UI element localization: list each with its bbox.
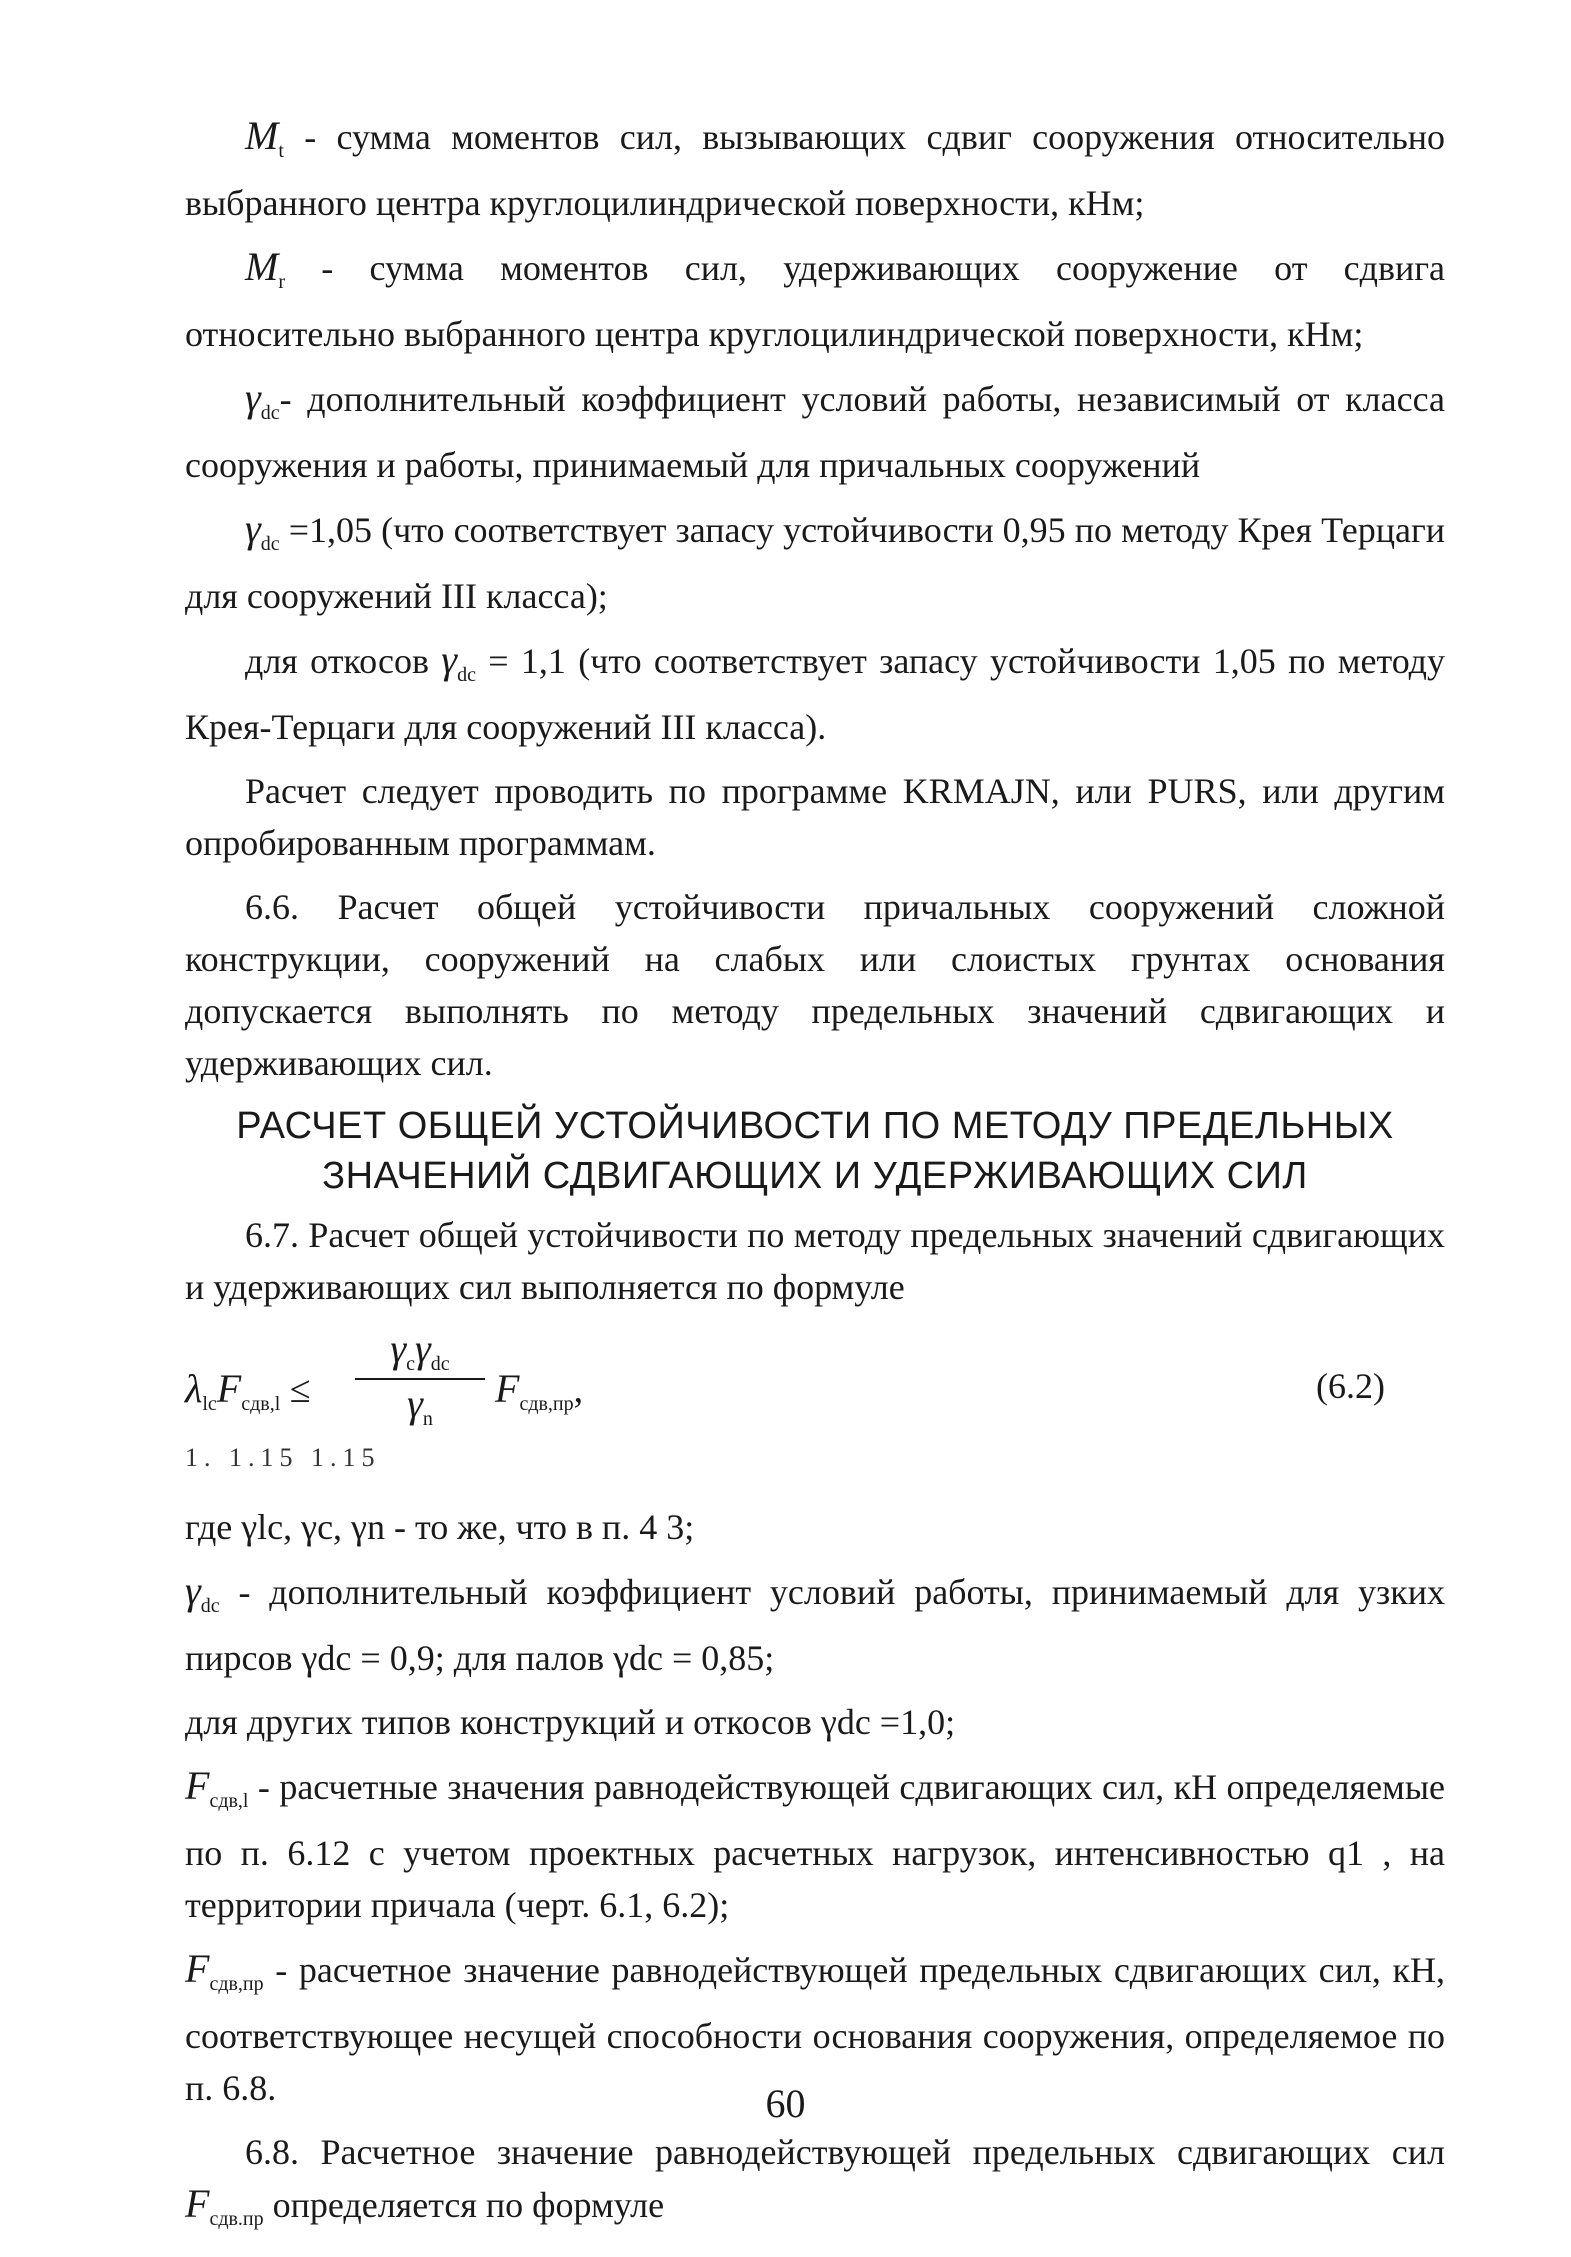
paragraph-slopes [185, 634, 1445, 753]
formula-lambda-subscript: lc [202, 1393, 217, 1415]
paragraph-gamma-dc-definition [185, 372, 1445, 491]
paragraph-gamma-dc-extra [185, 1565, 1445, 1684]
formula-f-shear-subscript: сдв,l [241, 1393, 281, 1415]
formula-lambda: λ [185, 1366, 203, 1411]
symbol-gamma-dc-subscript: dc [260, 402, 280, 424]
paragraph-6-8 [185, 2126, 1445, 2245]
formula-gamma-dc-subscript: dc [430, 1353, 450, 1375]
paragraph-gamma-dc-value [185, 503, 1445, 622]
symbol-mt-subscript: t [278, 140, 284, 162]
paragraph-f-limit-text: - расчетное значение равнодействующей предельных сдвигающих сил, кН, соответствующее несущей способности основания сооружения, определяемое по п. 6.8. [185, 1950, 1445, 2108]
symbol-f-limit-2: F [185, 2181, 210, 2226]
symbol-f-shear: F [185, 1763, 210, 1808]
symbol-mr: M [245, 244, 279, 289]
formula-number: (6.2) [1316, 1366, 1385, 1406]
paragraph-6-8-text: определяется по формуле [263, 2185, 665, 2225]
paragraph-f-shear-definition [185, 1760, 1445, 1931]
formula-numerator [355, 1325, 485, 1380]
paragraph-where: где γlc, γc, γn - то же, что в п. 4 3; [185, 1507, 695, 1547]
paragraph-f-shear-text: - расчетные значения равнодействующей сдвигающих сил, кН определяемые по п. 6.12 с учетом проектных расчетных нагрузок, интенсивностью q1 , на территории причала (черт. 6.1, 6.2); [185, 1767, 1445, 1925]
formula-6-2 [185, 1325, 1445, 1495]
section-heading-line1: РАСЧЕТ ОБЩЕЙ УСТОЙЧИВОСТИ ПО МЕТОДУ ПРЕДЕЛЬНЫХ [236, 1105, 1394, 1147]
paragraph-6-7: 6.7. Расчет общей устойчивости по методу предельных значений сдвигающих и удерживающих сил выполняется по формуле [185, 1215, 1445, 1307]
symbol-gamma-dc-4-subscript: dc [200, 1595, 220, 1617]
symbol-mt: M [245, 113, 279, 158]
paragraph-gamma-dc-text: - дополнительный коэффициент условий работы, независимый от класса сооружения и работы, принимаемый для причальных сооружений [185, 379, 1445, 485]
symbol-gamma-dc-3: γ [441, 637, 458, 682]
symbol-f-limit-subscript: сдв,пр [209, 1973, 264, 1995]
symbol-f-shear-subscript: сдв,l [209, 1790, 249, 1812]
paragraph-mr-definition [185, 241, 1445, 360]
formula-comma: , [573, 1369, 584, 1411]
paragraph-other-types: для других типов конструкций и откосов γdc =1,0; [185, 1702, 956, 1742]
symbol-gamma-dc-4: γ [185, 1568, 201, 1613]
paragraph-mt-definition [185, 110, 1445, 229]
paragraph-gamma-dc-value-text: =1,05 (что соответствует запасу устойчивости 0,95 по методу Крея Терцаги для сооружений III класса); [185, 510, 1445, 616]
symbol-gamma-dc: γ [245, 375, 261, 420]
formula-gamma-c: γ [390, 1326, 407, 1371]
paragraph-mt-text: - сумма моментов сил, вызывающих сдвиг сооружения относительно выбранного центра круглоцилиндрической поверхности, кНм; [185, 117, 1445, 223]
section-heading [185, 1101, 1445, 1201]
formula-f-shear: F [216, 1366, 242, 1411]
formula-fraction [355, 1325, 485, 1431]
symbol-gamma-dc-2: γ [245, 506, 261, 551]
handwritten-annotation: 1. 1.15 1.15 [185, 1443, 381, 1472]
paragraph-6-6: 6.6. Расчет общей устойчивости причальных сооружений сложной конструкции, сооружений на слабых или слоистых грунтах основания допускается выполнять по методу предельных значений сдвигающих и удерживающих сил. [185, 887, 1445, 1083]
paragraph-slopes-pre: для откосов [245, 641, 442, 681]
formula-f-limit: F [495, 1366, 520, 1411]
formula-operator: ≤ [289, 1369, 311, 1411]
symbol-f-limit-2-subscript: сдв.пр [209, 2208, 264, 2230]
paragraph-mr-text: - сумма моментов сил, удерживающих сооружение от сдвига относительно выбранного центра круглоцилиндрической поверхности, кНм; [185, 248, 1445, 354]
formula-f-limit-subscript: сдв,пр [519, 1393, 574, 1415]
formula-denominator [355, 1380, 485, 1431]
page-body [185, 110, 1445, 2257]
paragraph-programs: Расчет следует проводить по программе KRMAJN, или PURS, или другим опробированным программам. [185, 771, 1445, 863]
formula-gamma-c-subscript: c [406, 1353, 415, 1375]
page-number: 60 [765, 2081, 806, 2126]
formula-rhs [495, 1365, 583, 1416]
section-heading-line2: ЗНАЧЕНИЙ СДВИГАЮЩИХ И УДЕРЖИВАЮЩИХ СИЛ [322, 1155, 1308, 1197]
formula-lhs [185, 1365, 311, 1416]
symbol-f-limit: F [185, 1946, 210, 1991]
symbol-gamma-dc-3-subscript: dc [457, 664, 476, 686]
symbol-mr-subscript: r [278, 271, 285, 293]
paragraph-6-8-pre: 6.8. Расчетное значение равнодействующей предельных сдвигающих сил [245, 2132, 1445, 2172]
formula-gamma-n: γ [407, 1381, 423, 1426]
symbol-gamma-dc-2-subscript: dc [260, 533, 280, 555]
paragraph-slopes-text: = 1,1 (что соответствует запасу устойчивости 1,05 по методу Крея-Терцаги для сооружений III класса). [185, 641, 1445, 747]
formula-gamma-dc: γ [415, 1326, 431, 1371]
formula-gamma-n-subscript: n [422, 1408, 433, 1430]
paragraph-gamma-dc-extra-text: - дополнительный коэффициент условий работы, принимаемый для узких пирсов γdc = 0,9; для палов γdc = 0,85; [185, 1572, 1445, 1678]
